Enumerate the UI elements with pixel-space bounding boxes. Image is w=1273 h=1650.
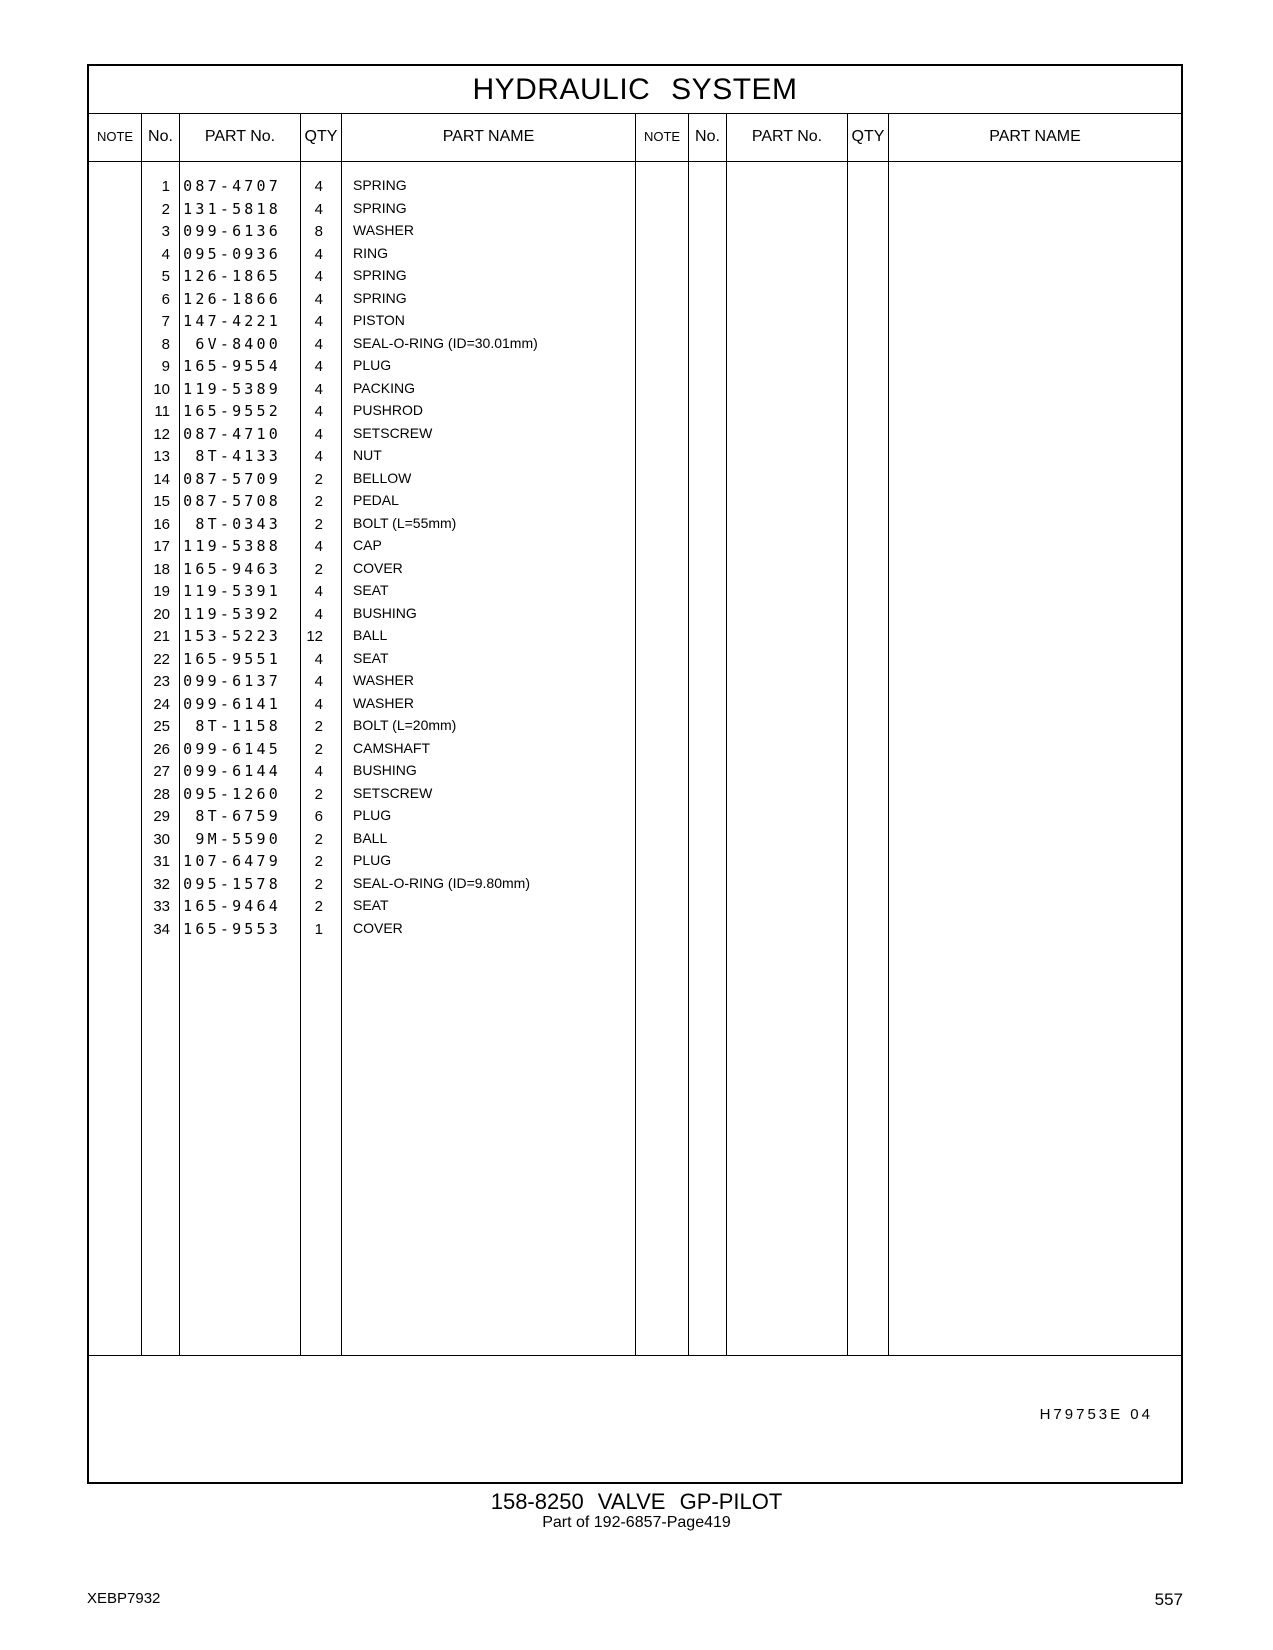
quantity: 4 bbox=[314, 695, 323, 713]
caption-title: 158-8250 VALVE GP-PILOT bbox=[490, 1489, 783, 1514]
table-body-bottom-rule bbox=[89, 1355, 1181, 1356]
table-row bbox=[89, 288, 629, 311]
part-name: SETSCREW bbox=[353, 424, 433, 441]
part-name: PLUG bbox=[353, 852, 392, 868]
table-row bbox=[89, 490, 629, 513]
quantity: 2 bbox=[314, 718, 323, 735]
item-number: 7 bbox=[161, 313, 170, 330]
quantity: 4 bbox=[314, 673, 323, 690]
caption bbox=[0, 1490, 1273, 1532]
part-name: SEAT bbox=[353, 649, 389, 666]
table-row bbox=[89, 783, 629, 806]
part-number: 107-6479 bbox=[183, 852, 281, 870]
quantity: 1 bbox=[314, 920, 323, 938]
part-number: 099-6137 bbox=[183, 672, 281, 690]
quantity: 4 bbox=[314, 200, 323, 218]
item-number: 25 bbox=[153, 718, 170, 735]
quantity: 2 bbox=[314, 853, 323, 870]
header-part-no-right: PART No. bbox=[751, 128, 823, 145]
table-row bbox=[89, 895, 629, 918]
quantity: 4 bbox=[314, 178, 323, 195]
part-number: 095-1260 bbox=[183, 784, 281, 803]
quantity: 2 bbox=[314, 470, 323, 488]
illustration-code: H79753E 04 bbox=[1039, 1406, 1153, 1423]
quantity: 2 bbox=[314, 875, 323, 893]
item-number: 4 bbox=[161, 245, 170, 263]
table-row bbox=[89, 175, 629, 198]
part-number: 6V-8400 bbox=[195, 334, 281, 353]
quantity: 12 bbox=[306, 628, 323, 645]
item-number: 2 bbox=[161, 200, 170, 218]
part-name: SPRING bbox=[353, 289, 407, 306]
table-row bbox=[89, 693, 629, 716]
column-divider bbox=[688, 113, 689, 1355]
part-name: BALL bbox=[353, 627, 388, 643]
quantity: 4 bbox=[314, 268, 323, 285]
part-number: 165-9552 bbox=[183, 402, 281, 420]
table-row bbox=[89, 715, 629, 738]
part-name: SPRING bbox=[353, 199, 407, 216]
part-number: 8T-1158 bbox=[195, 717, 281, 735]
column-divider bbox=[847, 113, 848, 1355]
header-note-left: NOTE bbox=[96, 129, 134, 144]
header-qty-left: QTY bbox=[304, 128, 338, 145]
part-number: 165-9464 bbox=[183, 897, 281, 915]
quantity: 4 bbox=[314, 583, 323, 600]
item-number: 13 bbox=[153, 448, 170, 465]
column-divider bbox=[726, 113, 727, 1355]
table-row bbox=[89, 873, 629, 896]
item-number: 30 bbox=[153, 830, 170, 848]
part-name: BALL bbox=[353, 829, 388, 846]
part-name: WASHER bbox=[353, 694, 414, 711]
item-number: 8 bbox=[161, 335, 170, 353]
part-number: 126-1866 bbox=[183, 289, 281, 308]
item-number: 27 bbox=[153, 763, 170, 780]
part-number: 8T-6759 bbox=[195, 807, 281, 825]
table-row bbox=[89, 378, 629, 401]
part-number: 099-6144 bbox=[183, 762, 281, 780]
quantity: 2 bbox=[314, 740, 323, 758]
part-name: SEAT bbox=[353, 582, 389, 598]
quantity: 4 bbox=[314, 290, 323, 308]
part-name: SPRING bbox=[353, 267, 407, 283]
section-title: HYDRAULIC SYSTEM bbox=[89, 66, 1181, 114]
part-name: WASHER bbox=[353, 222, 414, 238]
parts-table-frame bbox=[87, 64, 1183, 1484]
item-number: 19 bbox=[153, 583, 170, 600]
part-name: SEAL-O-RING (ID=30.01mm) bbox=[353, 334, 538, 351]
part-number: 095-0936 bbox=[183, 244, 281, 263]
table-row bbox=[89, 333, 629, 356]
item-number: 10 bbox=[153, 380, 170, 398]
quantity: 4 bbox=[314, 650, 323, 668]
part-number: 153-5223 bbox=[183, 627, 281, 645]
item-number: 14 bbox=[153, 470, 170, 488]
table-row bbox=[89, 535, 629, 558]
item-number: 16 bbox=[153, 515, 170, 533]
table-row bbox=[89, 513, 629, 536]
part-number: 099-6136 bbox=[183, 222, 281, 240]
table-row bbox=[89, 805, 629, 828]
quantity: 2 bbox=[314, 515, 323, 533]
item-number: 34 bbox=[153, 920, 170, 938]
part-name: BUSHING bbox=[353, 604, 417, 621]
part-number: 099-6145 bbox=[183, 739, 281, 758]
item-number: 24 bbox=[153, 695, 170, 713]
header-no-left: No. bbox=[148, 128, 173, 145]
part-name: PUSHROD bbox=[353, 402, 424, 418]
part-name: COVER bbox=[353, 559, 403, 576]
quantity: 4 bbox=[314, 335, 323, 353]
part-number: 147-4221 bbox=[183, 312, 281, 330]
quantity: 2 bbox=[314, 785, 323, 803]
part-number: 087-5708 bbox=[183, 492, 281, 510]
table-row bbox=[89, 265, 629, 288]
part-name: PISTON bbox=[353, 312, 405, 328]
item-number: 1 bbox=[161, 178, 170, 195]
part-name: NUT bbox=[353, 447, 382, 463]
part-number: 126-1865 bbox=[183, 267, 281, 285]
caption-subtitle: Part of 192-6857-Page419 bbox=[542, 1514, 731, 1531]
part-name: PACKING bbox=[353, 379, 415, 396]
quantity: 4 bbox=[314, 538, 323, 555]
table-row bbox=[89, 850, 629, 873]
item-number: 15 bbox=[153, 493, 170, 510]
item-number: 32 bbox=[153, 875, 170, 893]
quantity: 4 bbox=[314, 448, 323, 465]
item-number: 3 bbox=[161, 223, 170, 240]
part-number: 165-9551 bbox=[183, 649, 281, 668]
header-part-name-left: PART NAME bbox=[442, 128, 535, 145]
part-number: 9M-5590 bbox=[195, 829, 281, 848]
quantity: 2 bbox=[314, 493, 323, 510]
quantity: 4 bbox=[314, 605, 323, 623]
quantity: 4 bbox=[314, 763, 323, 780]
part-number: 087-4710 bbox=[183, 424, 281, 443]
column-divider bbox=[635, 113, 636, 1355]
item-number: 5 bbox=[161, 268, 170, 285]
document-id: XEBP7932 bbox=[87, 1590, 161, 1607]
quantity: 4 bbox=[314, 358, 323, 375]
item-number: 28 bbox=[153, 785, 170, 803]
table-row bbox=[89, 760, 629, 783]
part-name: CAMSHAFT bbox=[353, 739, 430, 756]
table-row bbox=[89, 445, 629, 468]
part-number: 131-5818 bbox=[183, 199, 281, 218]
table-row bbox=[89, 738, 629, 761]
part-name: BUSHING bbox=[353, 762, 417, 778]
quantity: 4 bbox=[314, 245, 323, 263]
part-number: 119-5392 bbox=[183, 604, 281, 623]
part-name: PLUG bbox=[353, 807, 392, 823]
quantity: 4 bbox=[314, 380, 323, 398]
part-name: BOLT (L=55mm) bbox=[353, 514, 457, 531]
table-row bbox=[89, 918, 629, 941]
quantity: 4 bbox=[314, 425, 323, 443]
column-divider bbox=[888, 113, 889, 1355]
item-number: 29 bbox=[153, 808, 170, 825]
part-number: 099-6141 bbox=[183, 694, 281, 713]
quantity: 6 bbox=[314, 808, 323, 825]
table-row bbox=[89, 558, 629, 581]
part-number: 087-4707 bbox=[183, 177, 281, 195]
table-row bbox=[89, 355, 629, 378]
table-row bbox=[89, 580, 629, 603]
table-row bbox=[89, 648, 629, 671]
table-row bbox=[89, 423, 629, 446]
part-number: 119-5389 bbox=[183, 379, 281, 398]
table-row bbox=[89, 310, 629, 333]
part-name: SEAL-O-RING (ID=9.80mm) bbox=[353, 874, 530, 891]
part-number: 119-5391 bbox=[183, 582, 281, 600]
table-row bbox=[89, 625, 629, 648]
part-name: CAP bbox=[353, 537, 382, 553]
header-part-no-left: PART No. bbox=[204, 128, 276, 145]
table-row bbox=[89, 400, 629, 423]
table-row bbox=[89, 603, 629, 626]
item-number: 9 bbox=[161, 358, 170, 375]
quantity: 4 bbox=[314, 313, 323, 330]
quantity: 2 bbox=[314, 830, 323, 848]
part-name: COVER bbox=[353, 919, 403, 936]
part-name: SPRING bbox=[353, 177, 407, 193]
table-row bbox=[89, 670, 629, 693]
quantity: 2 bbox=[314, 560, 323, 578]
part-name: SETSCREW bbox=[353, 784, 433, 801]
part-name: BELLOW bbox=[353, 469, 412, 486]
item-number: 11 bbox=[154, 403, 170, 420]
item-number: 31 bbox=[153, 853, 170, 870]
quantity: 8 bbox=[314, 223, 323, 240]
part-number: 165-9553 bbox=[183, 919, 281, 938]
quantity: 4 bbox=[314, 403, 323, 420]
header-note-right: NOTE bbox=[643, 129, 681, 144]
item-number: 22 bbox=[153, 650, 170, 668]
part-name: WASHER bbox=[353, 672, 414, 688]
part-name: RING bbox=[353, 244, 388, 261]
header-part-name-right: PART NAME bbox=[989, 128, 1081, 145]
item-number: 20 bbox=[153, 605, 170, 623]
table-row bbox=[89, 198, 629, 221]
part-number: 8T-0343 bbox=[195, 514, 281, 533]
part-number: 095-1578 bbox=[183, 874, 281, 893]
item-number: 23 bbox=[153, 673, 170, 690]
table-row bbox=[89, 243, 629, 266]
part-number: 165-9463 bbox=[183, 559, 281, 578]
item-number: 18 bbox=[153, 560, 170, 578]
item-number: 33 bbox=[153, 898, 170, 915]
part-name: SEAT bbox=[353, 897, 389, 913]
header-no-right: No. bbox=[695, 128, 720, 145]
part-number: 087-5709 bbox=[183, 469, 281, 488]
item-number: 6 bbox=[161, 290, 170, 308]
part-name: BOLT (L=20mm) bbox=[353, 717, 457, 733]
part-number: 119-5388 bbox=[183, 537, 281, 555]
part-name: PEDAL bbox=[353, 492, 399, 508]
page-number: 557 bbox=[1154, 1590, 1183, 1609]
part-number: 165-9554 bbox=[183, 357, 281, 375]
table-row bbox=[89, 220, 629, 243]
part-name: PLUG bbox=[353, 357, 392, 373]
item-number: 21 bbox=[153, 628, 170, 645]
item-number: 12 bbox=[153, 425, 170, 443]
quantity: 2 bbox=[314, 898, 323, 915]
item-number: 26 bbox=[153, 740, 170, 758]
item-number: 17 bbox=[153, 538, 170, 555]
part-number: 8T-4133 bbox=[195, 447, 281, 465]
header-qty-right: QTY bbox=[851, 128, 885, 145]
table-row bbox=[89, 468, 629, 491]
table-row bbox=[89, 828, 629, 851]
